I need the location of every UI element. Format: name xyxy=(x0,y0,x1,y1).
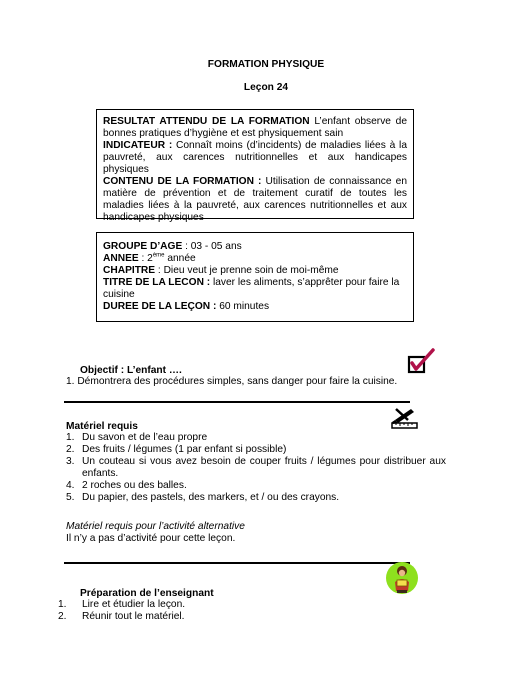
titre-text: laver les aliments, s’apprêter pour faire la cuisine xyxy=(103,277,400,300)
objectif-item: 1. Démontrera des procédures simples, sans danger pour faire la cuisine. xyxy=(66,376,398,387)
list-item xyxy=(66,492,446,504)
contenu-paragraph xyxy=(103,176,407,224)
list-item-text: Un couteau si vous avez besoin de couper fruits / légumes pour distribuer aux enfants. xyxy=(82,456,446,479)
indicateur-text: Connaît moins (d’incidents) de maladies liées à la pauvreté, aux carences nutritionnelles et aux handicapes physiques xyxy=(103,140,407,175)
indicateur-label: INDICATEUR : xyxy=(103,140,173,151)
resultat-paragraph xyxy=(103,116,407,140)
lesson-number: Leçon 24 xyxy=(243,82,289,93)
list-item xyxy=(66,480,446,492)
groupe-text: : 03 - 05 ans xyxy=(182,241,242,252)
list-number: 3. xyxy=(66,456,75,467)
lesson-info-box xyxy=(96,232,414,322)
contenu-label: CONTENU DE LA FORMATION : xyxy=(103,176,262,187)
indicateur-paragraph xyxy=(103,140,407,176)
materiel-list xyxy=(66,432,446,504)
groupe-label: GROUPE D’AGE xyxy=(103,241,183,252)
list-number: 2. xyxy=(66,444,75,455)
teacher-reading-icon xyxy=(385,560,419,596)
section-divider xyxy=(64,401,410,403)
list-item xyxy=(58,611,438,623)
list-item-text: Des fruits / légumes (1 par enfant si possible) xyxy=(82,444,287,455)
chapitre-label: CHAPITRE xyxy=(103,265,156,276)
groupe-line xyxy=(103,241,407,253)
list-number: 2. xyxy=(58,611,67,622)
list-item-text: Lire et étudier la leçon. xyxy=(82,599,186,610)
list-number: 1. xyxy=(66,432,75,443)
list-item xyxy=(66,456,446,480)
list-item-text: Réunir tout le matériel. xyxy=(82,611,185,622)
list-number: 5. xyxy=(66,492,75,503)
materiel-heading: Matériel requis xyxy=(66,421,138,432)
preparation-heading: Préparation de l’enseignant xyxy=(80,588,214,599)
duree-text: 60 minutes xyxy=(216,301,270,312)
alternative-heading: Matériel requis pour l’activité alternative xyxy=(66,521,245,532)
contenu-text: Utilisation de connaissance en matière de prévention et de traitement curatif de toutes les maladies liées à la pauvreté, aux carences nutritionnelles et aux handicapes physiques xyxy=(103,176,407,223)
section-divider xyxy=(64,562,410,564)
objectif-heading: Objectif : L’enfant …. xyxy=(80,365,182,376)
annee-suffix: année xyxy=(164,253,196,264)
resultat-text: L’enfant observe de bonnes pratiques d’hygiène et est physiquement sain xyxy=(103,116,407,139)
annee-superscript: ème xyxy=(152,252,165,259)
titre-line xyxy=(103,277,407,301)
duree-line xyxy=(103,301,407,313)
list-number: 1. xyxy=(58,599,67,610)
chapitre-text: : Dieu veut je prenne soin de moi-même xyxy=(155,265,339,276)
checkbox-checked-icon xyxy=(406,348,436,376)
annee-line xyxy=(103,253,407,265)
annee-text: : 2 xyxy=(138,253,153,264)
pencil-ruler-icon xyxy=(390,406,420,432)
chapitre-line xyxy=(103,265,407,277)
training-outcome-box xyxy=(96,109,414,223)
preparation-list xyxy=(58,599,438,623)
resultat-label: RESULTAT ATTENDU DE LA FORMATION xyxy=(103,116,310,127)
list-item-text: 2 roches ou des balles. xyxy=(82,480,187,491)
list-number: 4. xyxy=(66,480,75,491)
list-item xyxy=(58,599,438,611)
annee-label: ANNEE xyxy=(103,253,139,264)
list-item xyxy=(66,432,446,444)
page-title: FORMATION PHYSIQUE xyxy=(207,59,325,70)
duree-label: DUREE DE LA LEÇON : xyxy=(103,301,217,312)
list-item-text: Du savon et de l’eau propre xyxy=(82,432,208,443)
list-item xyxy=(66,444,446,456)
list-item-text: Du papier, des pastels, des markers, et / ou des crayons. xyxy=(82,492,340,503)
titre-label: TITRE DE LA LECON : xyxy=(103,277,211,288)
alternative-text: Il n’y a pas d’activité pour cette leçon. xyxy=(66,533,236,544)
